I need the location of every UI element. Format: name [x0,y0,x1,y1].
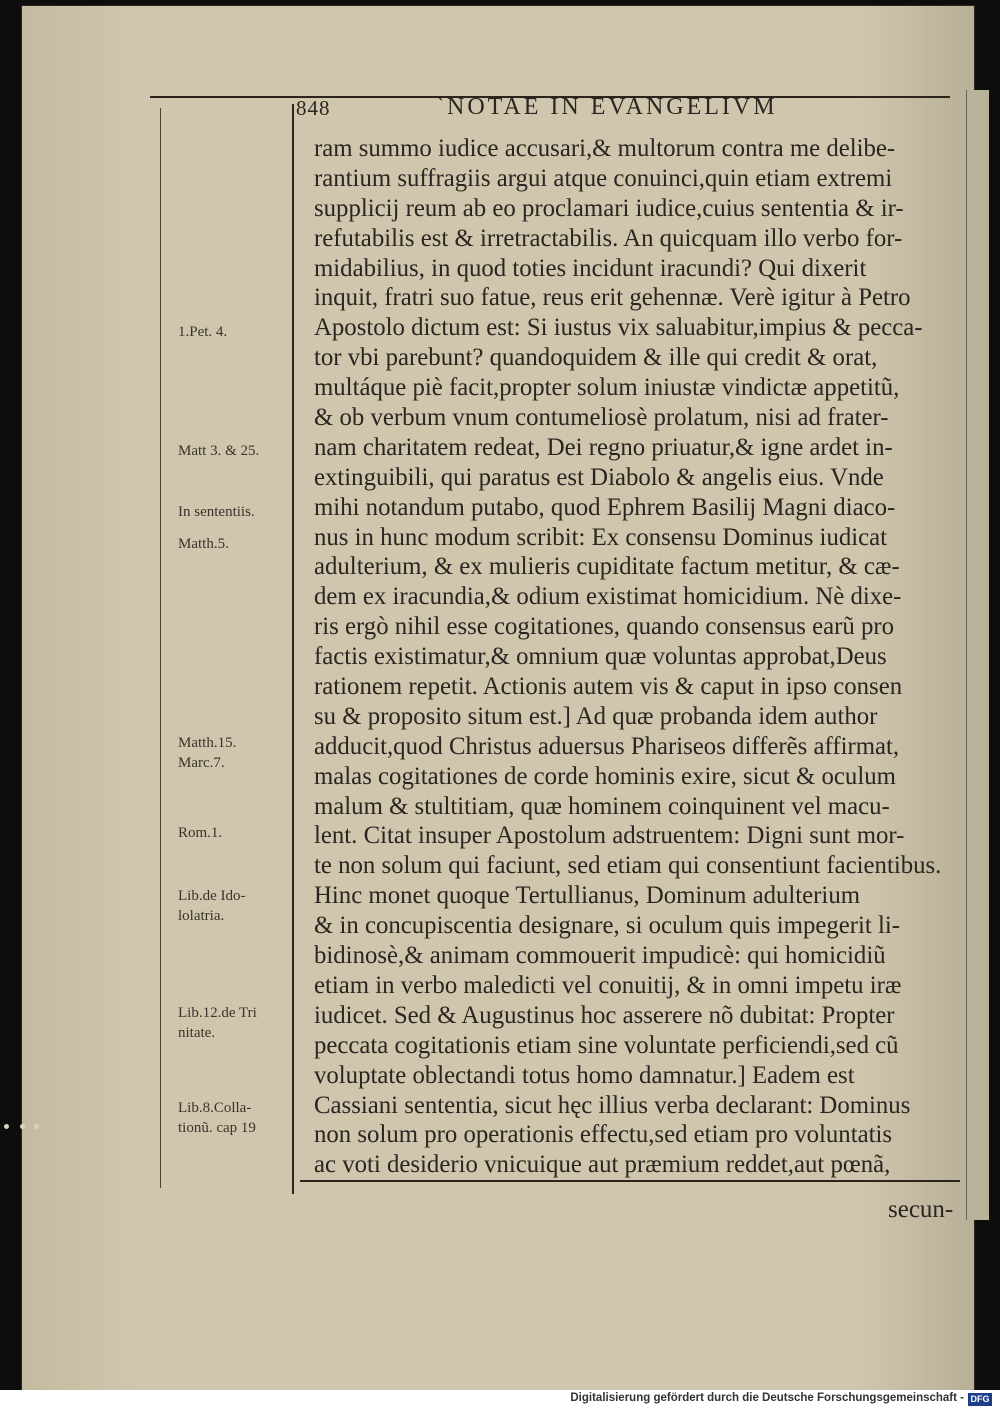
scan-artifact-dots [2,1118,42,1134]
running-header [296,92,956,126]
text-line: multáque piè facit,propter solum iniustæ vindictæ appetitũ, [314,374,900,402]
text-line: peccata cogitationis etiam sine voluntate perficiendi,sed cũ [314,1031,899,1059]
text-line: mihi notandum putabo, quod Ephrem Basilij Magni diaco- [314,493,896,521]
margin-note: Matth.15. Marc.7. [178,735,237,771]
main-text-block [314,134,964,1180]
text-line: Cassiani sententia, sicut hęc illius verba declarant: Dominus [314,1091,911,1119]
text-line: midabilius, in quod toties incidunt iracundi? Qui dixerit [314,254,867,282]
margin-note: Matth.5. [178,536,229,552]
text-line: & in concupiscentia designare, si oculum quis impegerit li- [314,912,901,940]
text-line: ram summo iudice accusari,& multorum contra me delibe- [314,135,896,162]
text-line: Apostolo dictum est: Si iustus vix saluabitur,impius & pecca- [314,314,923,342]
text-line: lent. Citat insuper Apostolum adstruentem: Digni sunt mor- [314,822,905,850]
text-line: adducit,quod Christus aduersus Phariseos differẽs affirmat, [314,732,900,760]
text-line: iudicet. Sed & Augustinus hoc asserere nõ dubitat: Propter [314,1001,895,1029]
text-line: non solum pro operationis effectu,sed etiam pro voluntatis [314,1121,893,1149]
text-line: etiam in verbo maledicti vel conuitij, & in omni impetu iræ [314,971,902,999]
funding-credit: Digitalisierung gefördert durch die Deutsche Forschungsgemeinschaft - [570,1392,964,1404]
text-line: malas cogitationes de corde hominis exire, sicut & oculum [314,762,896,790]
text-line: ris ergò nihil esse cogitationes, quando consensus earũ pro [314,613,895,641]
text-line: Hinc monet quoque Tertullianus, Dominum adulterium [314,882,861,910]
text-line: rantium suffragiis argui atque conuinci,quin etiam extremi [314,164,893,192]
margin-note: 1.Pet. 4. [178,324,228,340]
margin-divider-line [292,104,294,1194]
text-line: supplicij reum ab eo proclamari iudice,cuius sententia & ir- [314,194,904,222]
text-line: te non solum qui faciunt, sed etiam qui consentiunt facientibus. [314,852,942,880]
margin-note: Lib.de Ido- lolatria. [178,888,246,924]
adjacent-page-edge [966,90,989,1220]
text-line: factis existimatur,& omnium quæ voluntas approbat,Deus [314,643,887,671]
text-line: tor vbi parebunt? quandoquidem & ille qui credit & orat, [314,344,878,372]
text-line: refutabilis est & irretractabilis. An quicquam illo verbo for- [314,224,903,252]
text-line: nam charitatem redeat, Dei regno priuatur,& igne ardet in- [314,433,893,461]
dfg-logo: DFG [968,1393,992,1406]
margin-note: Lib.12.de Tri nitate. [178,1005,257,1041]
text-line: extinguibili, qui paratus est Diabolo & angelis eius. Vnde [314,463,884,491]
margin-note: Matt 3. & 25. [178,443,260,459]
text-line: & ob verbum vnum contumeliosè prolatum, nisi ad frater- [314,404,889,432]
text-line: su & proposito situm est.] Ad quæ probanda idem author [314,702,878,730]
text-line: bidinosè,& animam commouerit impudicè: qui homicidiũ [314,942,886,970]
text-line: adulterium, & ex mulieris cupiditate factum metitur, & cæ- [314,553,900,581]
running-title: `NOTAE IN EVANGELIVM [436,94,778,120]
text-line: ac voti desiderio vnicuique aut præmium reddet,aut pœnã, [314,1151,891,1179]
margin-note: In sententiis. [178,504,255,520]
text-line: nus in hunc modum scribit: Ex consensu Dominus iudicat [314,523,888,551]
text-line: voluptate oblectandi totus homo damnatur.] Eadem est [314,1061,855,1089]
margin-note: Rom.1. [178,825,223,841]
catchword: secun- [888,1196,954,1223]
text-line: inquit, fratri suo fatue, reus erit gehennæ. Verè igitur à Petro [314,284,911,312]
page-number: 848 [296,96,331,120]
margin-note: Lib.8.Colla- tionũ. cap 19 [178,1100,256,1136]
text-line: rationem repetit. Actionis autem vis & caput in ipso consen [314,673,903,701]
text-line: malum & stultitiam, quæ hominem coinquinent vel macu- [314,792,890,820]
outer-margin-line [160,108,161,1188]
footer-bar [0,1390,1000,1409]
footer-rule [300,1180,960,1182]
text-line: dem ex iracundia,& odium existimat homicidium. Nè dixe- [314,583,902,611]
